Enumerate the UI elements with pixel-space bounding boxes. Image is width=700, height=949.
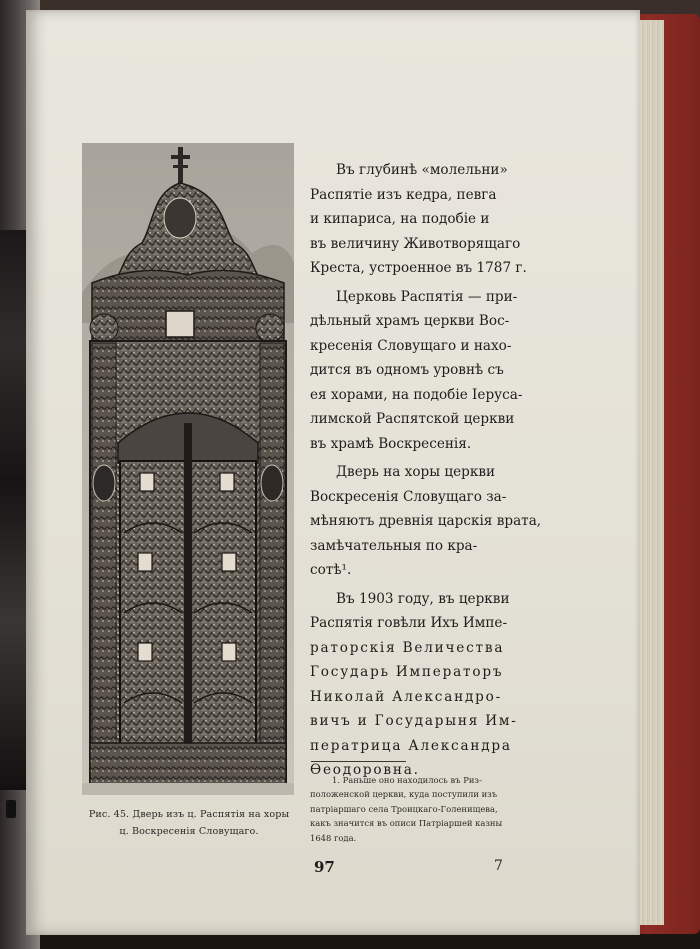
paragraph-1 — [310, 158, 555, 281]
page-number: 97 — [314, 858, 335, 876]
door-center-seam — [184, 423, 192, 777]
text-line: сотѣ¹. — [310, 562, 352, 578]
caption-line: Рис. 45. Дверь изъ ц. Распятія на хоры — [88, 809, 290, 820]
paragraph-2 — [310, 285, 555, 457]
text-line: Распятіе изъ кедра, певга — [310, 186, 497, 203]
text-line: Ѳеодоровна. — [310, 762, 420, 778]
footnote-line: положенской церкви, куда поступили изъ — [310, 789, 498, 800]
signature-mark: 7 — [494, 858, 503, 874]
text-line: Распятія говѣли Ихъ Импе- — [310, 615, 508, 631]
footnote-rule — [311, 761, 406, 762]
text-line: Воскресенія Словущаго за- — [310, 488, 507, 505]
text-line: раторскія Величества — [310, 639, 505, 656]
footnote-line: 1. Раньше оно находилось въ Риз- — [332, 775, 482, 785]
footnote-line: какъ значится въ описи Патріаршей казны — [310, 818, 503, 829]
text-line: Креста, устроенное въ 1787 г. — [310, 260, 527, 276]
caption-line: ц. Воскресенія Словущаго. — [119, 826, 259, 837]
footnote-line: патріаршаго села Троицкаго-Голенищева, — [310, 803, 498, 814]
text-line: вичъ и Государыня Им- — [310, 713, 518, 729]
text-line: въ величину Животворящаго — [310, 235, 521, 252]
carved-door-drawing — [82, 143, 294, 795]
figure-caption — [76, 806, 302, 840]
paragraph-4 — [310, 587, 555, 783]
text-line: ператрица Александра — [310, 737, 512, 754]
text-line: Николай Александро- — [310, 688, 503, 705]
text-line: мѣняютъ древнія царскія врата, — [310, 513, 542, 529]
text-line: Церковь Распятія — при- — [336, 288, 518, 305]
text-line: Государь Императоръ — [310, 664, 504, 680]
door-leaf-left — [120, 461, 186, 777]
footnote-line: 1648 года. — [310, 832, 357, 843]
previous-page-text-fragment — [6, 800, 16, 818]
main-text — [310, 158, 555, 787]
text-line: дѣльный храмъ церкви Вос- — [310, 313, 510, 329]
text-line: дится въ одномъ уровнѣ съ — [310, 362, 504, 378]
text-line: кресенія Словущаго и нахо- — [310, 337, 512, 354]
text-line: Дверь на хоры церкви — [336, 464, 496, 480]
door-leaf-right — [190, 461, 256, 777]
text-line: Въ 1903 году, въ церкви — [336, 590, 510, 607]
text-line: ея хорами, на подобіе Іеруса- — [310, 386, 523, 403]
paragraph-3 — [310, 460, 555, 583]
figure-door-illustration — [82, 143, 294, 795]
footnote — [310, 773, 558, 845]
text-line: лимской Распятской церкви — [310, 411, 515, 427]
text-line: замѣчательныя по кра- — [310, 537, 478, 554]
book-page — [26, 10, 640, 935]
previous-page-illustration — [0, 230, 26, 790]
text-line: и кипариса, на подобіе и — [310, 211, 490, 227]
text-line: въ храмѣ Воскресенія. — [310, 435, 472, 452]
text-line: Въ глубинѣ «молельни» — [336, 162, 508, 178]
